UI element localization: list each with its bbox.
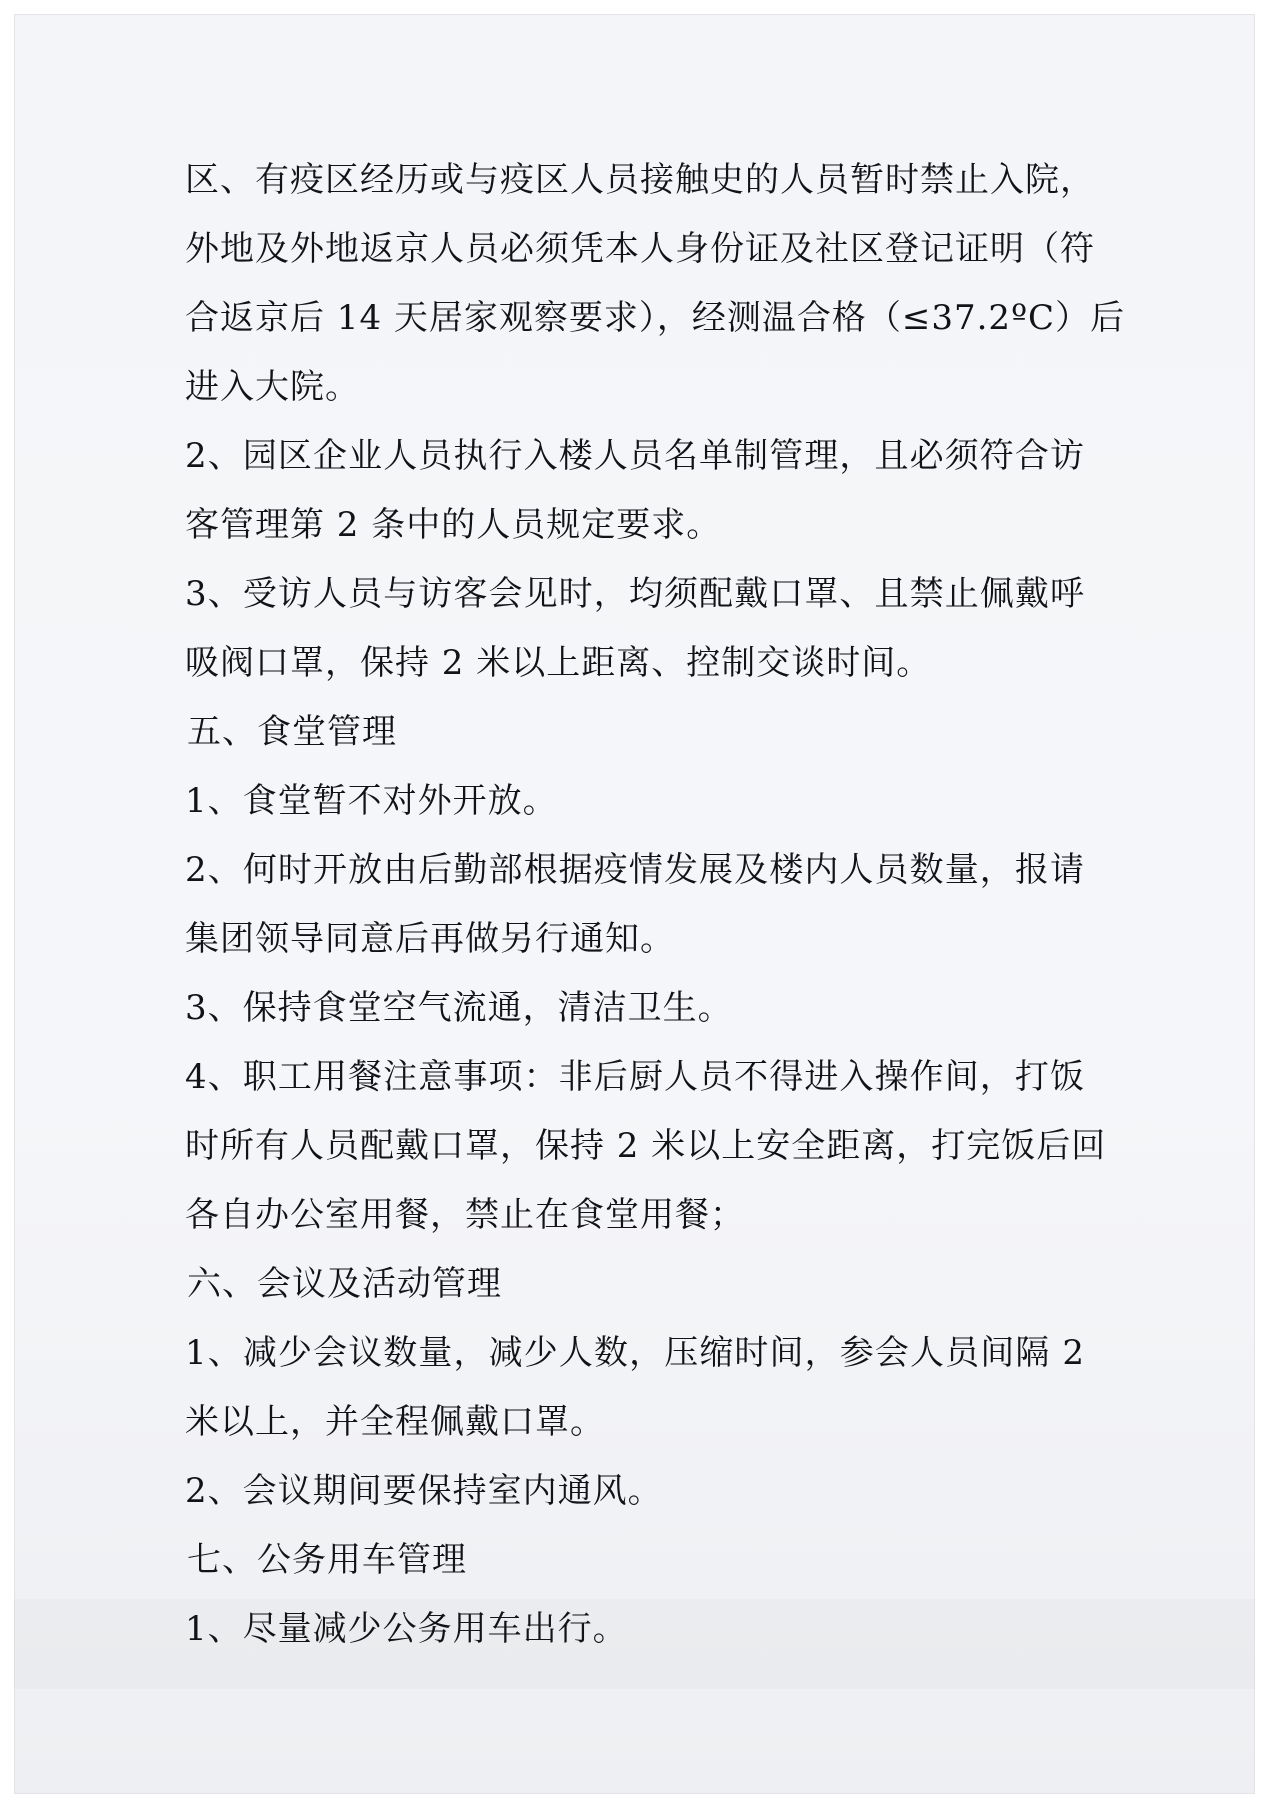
- text-line: 2、会议期间要保持室内通风。: [185, 1471, 663, 1511]
- text-line: 各自办公室用餐，禁止在食堂用餐；: [185, 1195, 745, 1235]
- text-line: 时所有人员配戴口罩，保持 2 米以上安全距离，打完饭后回: [185, 1126, 1107, 1166]
- text-line: 集团领导同意后再做另行通知。: [185, 919, 675, 959]
- text-line: 外地及外地返京人员必须凭本人身份证及社区登记证明（符: [185, 229, 1095, 269]
- text-line: 1、尽量减少公务用车出行。: [185, 1609, 628, 1649]
- text-line: 米以上，并全程佩戴口罩。: [185, 1402, 605, 1442]
- document-body: [185, 147, 1126, 1665]
- text-line: 2、何时开放由后勤部根据疫情发展及楼内人员数量，报请: [185, 850, 1085, 890]
- text-line: 4、职工用餐注意事项：非后厨人员不得进入操作间，打饭: [185, 1057, 1085, 1097]
- text-line: 合返京后 14 天居家观察要求），经测温合格（≤37.2ºC）后: [185, 298, 1126, 338]
- text-line: 3、保持食堂空气流通，清洁卫生。: [185, 988, 733, 1028]
- text-line: 1、减少会议数量，减少人数，压缩时间，参会人员间隔 2: [185, 1333, 1085, 1373]
- text-line: 吸阀口罩，保持 2 米以上距离、控制交谈时间。: [185, 643, 932, 683]
- text-line: 1、食堂暂不对外开放。: [185, 781, 558, 821]
- section-heading: 七、公务用车管理: [187, 1540, 467, 1580]
- section-heading: 六、会议及活动管理: [187, 1264, 502, 1304]
- section-heading: 五、食堂管理: [187, 712, 397, 752]
- text-line: 2、园区企业人员执行入楼人员名单制管理，且必须符合访: [185, 436, 1085, 476]
- text-line: 区、有疫区经历或与疫区人员接触史的人员暂时禁止入院，: [185, 160, 1095, 200]
- text-line: 3、受访人员与访客会见时，均须配戴口罩、且禁止佩戴呼: [185, 574, 1085, 614]
- text-line: 客管理第 2 条中的人员规定要求。: [185, 505, 722, 545]
- text-line: 进入大院。: [185, 367, 360, 407]
